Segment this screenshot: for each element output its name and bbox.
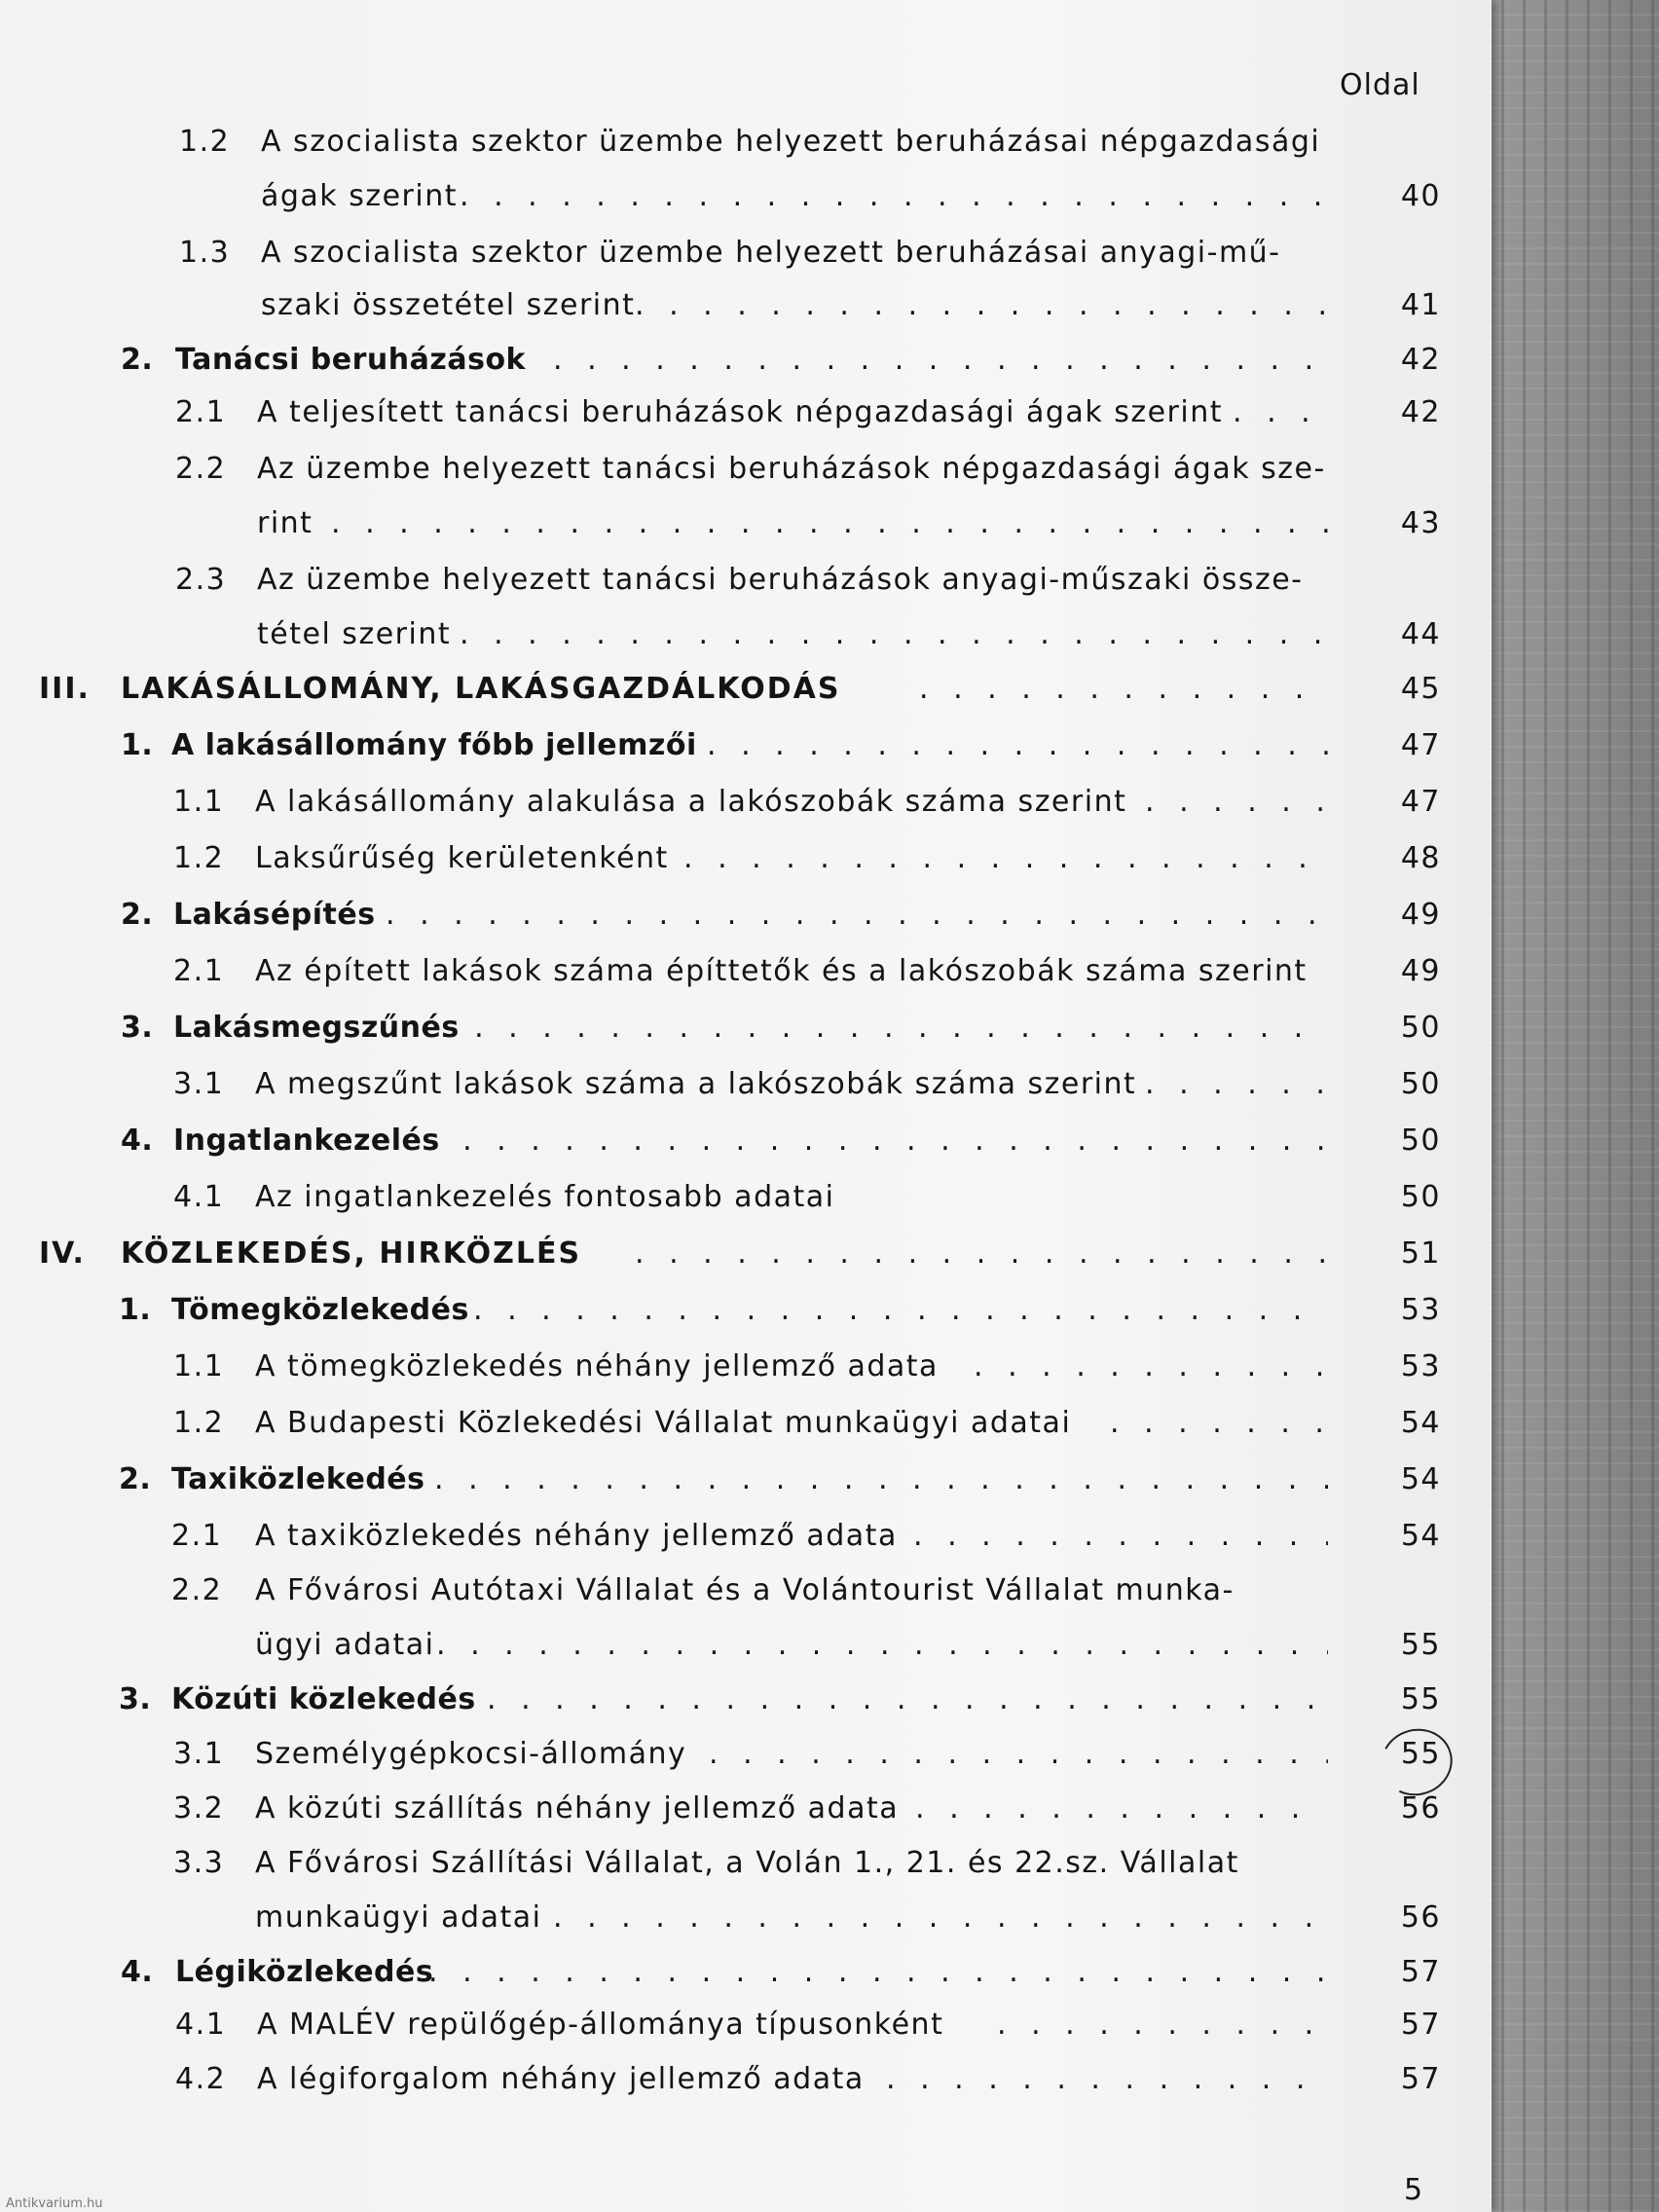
dot-leader bbox=[473, 1293, 1328, 1327]
entry-number: 3.1 bbox=[173, 1737, 225, 1771]
dot-leader bbox=[1145, 1067, 1328, 1101]
entry-title-line: A Budapesti Közlekedési Vállalat munkaügyi adatai bbox=[255, 1406, 1072, 1440]
entry-page: 56 bbox=[1400, 1791, 1441, 1825]
dot-leader bbox=[709, 1737, 1328, 1771]
entry-page: 49 bbox=[1400, 954, 1441, 988]
chapter-title: LAKÁSÁLLOMÁNY, LAKÁSGAZDÁLKODÁS bbox=[121, 672, 841, 706]
entry-title-line: A szocialista szektor üzembe helyezett beruházásai anyagi-mű- bbox=[261, 236, 1281, 270]
entry-number: 2.1 bbox=[175, 395, 227, 429]
entry-page: 50 bbox=[1400, 1011, 1441, 1045]
dot-leader bbox=[553, 343, 1328, 377]
entry-number: 2.1 bbox=[171, 1519, 223, 1553]
dot-leader bbox=[460, 179, 1328, 213]
dot-leader bbox=[1145, 785, 1328, 819]
entry-number: 1.3 bbox=[179, 236, 231, 270]
entry-page: 53 bbox=[1400, 1349, 1441, 1383]
entry-title-line: ügyi adatai bbox=[255, 1628, 435, 1662]
dot-leader bbox=[997, 2008, 1328, 2042]
entry-title-line: A tömegközlekedés néhány jellemző adata bbox=[255, 1349, 939, 1383]
entry-number: 3.2 bbox=[173, 1791, 225, 1825]
entry-page: 55 bbox=[1400, 1628, 1441, 1662]
entry-title-line: ágak szerint bbox=[261, 179, 458, 213]
entry-title-line: Légiközlekedés bbox=[175, 1955, 434, 1989]
entry-number: 1.1 bbox=[173, 785, 225, 819]
entry-title-line: A teljesített tanácsi beruházások népgazdasági ágak szerint bbox=[257, 395, 1224, 429]
entry-number: 4. bbox=[121, 1124, 154, 1158]
page-number: 5 bbox=[1404, 2173, 1423, 2207]
entry-number: 3. bbox=[121, 1011, 154, 1045]
dot-leader bbox=[707, 728, 1328, 762]
entry-page: 47 bbox=[1400, 728, 1441, 762]
entry-page: 49 bbox=[1400, 898, 1441, 932]
entry-title-line: A szocialista szektor üzembe helyezett beruházásai népgazdasági bbox=[261, 125, 1321, 159]
entry-number: 1.1 bbox=[173, 1349, 225, 1383]
entry-number: 4.1 bbox=[173, 1180, 225, 1214]
entry-number: 1.2 bbox=[173, 1406, 225, 1440]
dot-leader bbox=[434, 1462, 1328, 1496]
chapter-title: KÖZLEKEDÉS, HIRKÖZLÉS bbox=[121, 1236, 582, 1271]
entry-title-line: rint bbox=[257, 506, 313, 540]
dot-leader bbox=[487, 1682, 1328, 1716]
dot-leader bbox=[635, 288, 1328, 322]
entry-number: 2.3 bbox=[175, 563, 227, 597]
entry-title-line: A légiforgalom néhány jellemző adata bbox=[257, 2062, 865, 2096]
entry-page: 55 bbox=[1400, 1737, 1441, 1771]
dot-leader bbox=[386, 898, 1328, 932]
entry-page: 50 bbox=[1400, 1180, 1441, 1214]
entry-title-line: Lakásmegszűnés bbox=[173, 1011, 460, 1045]
entry-title-line: Lakásépítés bbox=[173, 898, 376, 932]
entry-title-line: A megszűnt lakások száma a lakószobák száma szerint bbox=[255, 1067, 1137, 1101]
entry-number: 2. bbox=[121, 343, 154, 377]
entry-number: 2.2 bbox=[171, 1573, 223, 1607]
entry-title-line: A lakásállomány alakulása a lakószobák száma szerint bbox=[255, 785, 1127, 819]
entry-title-line: A Fővárosi Szállítási Vállalat, a Volán 1., 21. és 22.sz. Vállalat bbox=[255, 1846, 1239, 1880]
entry-title-line: Közúti közlekedés bbox=[171, 1682, 476, 1716]
dot-leader bbox=[913, 1519, 1328, 1553]
entry-title-line: A közúti szállítás néhány jellemző adata bbox=[255, 1791, 900, 1825]
dot-leader bbox=[886, 2062, 1328, 2096]
entry-page: 47 bbox=[1400, 785, 1441, 819]
dot-leader bbox=[428, 1124, 1328, 1158]
entry-number: 2.2 bbox=[175, 452, 227, 486]
entry-page: 57 bbox=[1400, 2062, 1441, 2096]
entry-title-line: Tömegközlekedés bbox=[171, 1293, 469, 1327]
entry-number: 3.1 bbox=[173, 1067, 225, 1101]
entry-title-line: Az ingatlankezelés fontosabb adatai bbox=[255, 1180, 835, 1214]
entry-page: 57 bbox=[1400, 1955, 1441, 1989]
entry-title-line: munkaügyi adatai bbox=[255, 1900, 542, 1935]
entry-page: 41 bbox=[1400, 288, 1441, 322]
entry-page: 56 bbox=[1400, 1900, 1441, 1935]
entry-title-line: Az épített lakások száma építtetők és a lakószobák száma szerint bbox=[255, 954, 1308, 988]
entry-number: 4. bbox=[121, 1955, 154, 1989]
dot-leader bbox=[919, 672, 1328, 706]
entry-page: 40 bbox=[1400, 179, 1441, 213]
entry-title-line: szaki összetétel szerint bbox=[261, 288, 636, 322]
dot-leader bbox=[683, 841, 1328, 875]
entry-title-line: tétel szerint bbox=[257, 617, 452, 651]
entry-page: 45 bbox=[1400, 672, 1441, 706]
entry-page: 42 bbox=[1400, 395, 1441, 429]
entry-number: 2. bbox=[121, 898, 154, 932]
entry-title-line: A lakásállomány főbb jellemzői bbox=[171, 728, 697, 762]
entry-title-line: A taxiközlekedés néhány jellemző adata bbox=[255, 1519, 898, 1553]
dot-leader bbox=[440, 1011, 1328, 1045]
dot-leader bbox=[974, 1349, 1328, 1383]
entry-number: 2.1 bbox=[173, 954, 225, 988]
entry-page: 44 bbox=[1400, 617, 1441, 651]
entry-title-line: Laksűrűség kerületenként bbox=[255, 841, 669, 875]
dot-leader bbox=[915, 1791, 1328, 1825]
entry-number: 1.2 bbox=[179, 125, 231, 159]
entry-number: 1. bbox=[119, 1293, 152, 1327]
chapter-number: III. bbox=[39, 672, 91, 706]
entry-title-line: Az üzembe helyezett tanácsi beruházások népgazdasági ágak sze- bbox=[257, 452, 1326, 486]
entry-page: 54 bbox=[1400, 1406, 1441, 1440]
entry-title-line: A Fővárosi Autótaxi Vállalat és a Volántourist Vállalat munka- bbox=[255, 1573, 1235, 1607]
entry-number: 3.3 bbox=[173, 1846, 225, 1880]
watermark: Antikvarium.hu bbox=[6, 2196, 103, 2211]
dot-leader bbox=[635, 1236, 1328, 1271]
entry-page: 43 bbox=[1400, 506, 1441, 540]
dot-leader bbox=[460, 617, 1328, 651]
entry-page: 50 bbox=[1400, 1067, 1441, 1101]
entry-page: 54 bbox=[1400, 1519, 1441, 1553]
entry-title-line: A MALÉV repülőgép-állománya típusonként bbox=[257, 2008, 944, 2042]
entry-number: 2. bbox=[119, 1462, 152, 1496]
entry-page: 54 bbox=[1400, 1462, 1441, 1496]
entry-title-line: Taxiközlekedés bbox=[171, 1462, 425, 1496]
background-cover bbox=[1480, 0, 1659, 2212]
entry-page: 51 bbox=[1400, 1236, 1441, 1271]
entry-page: 53 bbox=[1400, 1293, 1441, 1327]
dot-leader bbox=[1233, 395, 1328, 429]
entry-page: 57 bbox=[1400, 2008, 1441, 2042]
entry-page: 42 bbox=[1400, 343, 1441, 377]
entry-number: 1. bbox=[121, 728, 154, 762]
dot-leader bbox=[1110, 1406, 1328, 1440]
column-header: Oldal bbox=[1340, 68, 1420, 102]
entry-title-line: Az üzembe helyezett tanácsi beruházások anyagi-műszaki össze- bbox=[257, 563, 1304, 597]
entry-title-line: Tanácsi beruházások bbox=[175, 343, 527, 377]
entry-number: 4.2 bbox=[175, 2062, 227, 2096]
dot-leader bbox=[331, 506, 1328, 540]
entry-number: 3. bbox=[119, 1682, 152, 1716]
entry-title-line: Ingatlankezelés bbox=[173, 1124, 440, 1158]
dot-leader bbox=[428, 1955, 1328, 1989]
entry-page: 55 bbox=[1400, 1682, 1441, 1716]
entry-title-line: Személygépkocsi-állomány bbox=[255, 1737, 687, 1771]
chapter-number: IV. bbox=[39, 1236, 86, 1271]
entry-number: 1.2 bbox=[173, 841, 225, 875]
entry-page: 48 bbox=[1400, 841, 1441, 875]
dot-leader bbox=[436, 1628, 1328, 1662]
dot-leader bbox=[553, 1900, 1328, 1935]
entry-number: 4.1 bbox=[175, 2008, 227, 2042]
entry-page: 50 bbox=[1400, 1124, 1441, 1158]
